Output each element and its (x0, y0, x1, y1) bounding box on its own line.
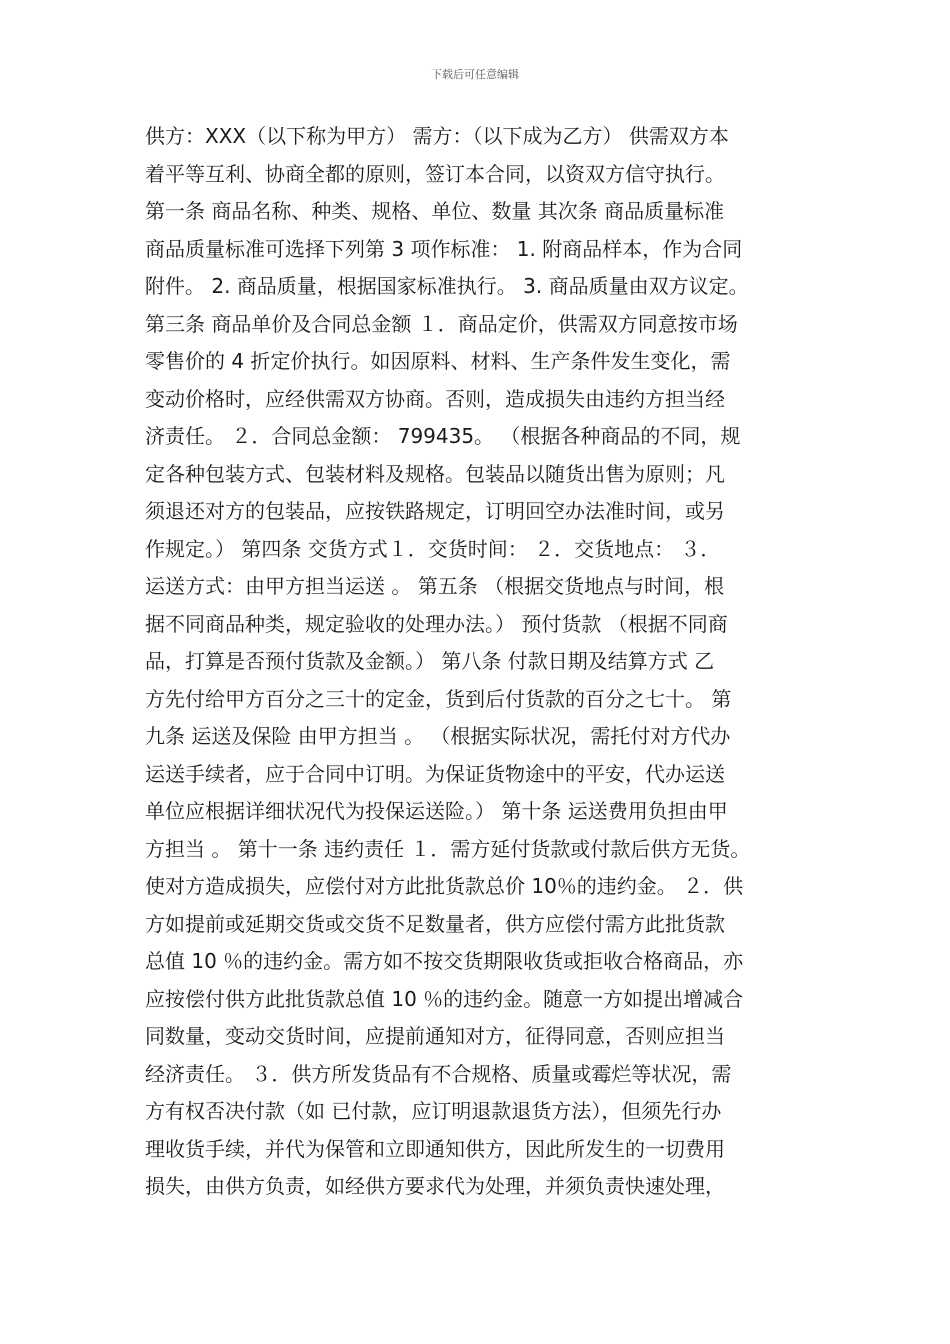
text-line: 总值 10 ％的违约金。需方如不按交货期限收货或拒收合格商品，亦 (145, 949, 744, 973)
page-header: 下载后可任意编辑 (431, 68, 519, 81)
text-line: 方如提前或延期交货或交货不足数量者，供方应偿付需方此批货款 (145, 911, 725, 936)
text-line: 济责任。 ２．合同总金额： 799435。 （根据各种商品的不同，规 (145, 424, 741, 448)
text-line: 须退还对方的包装品，应按铁路规定，订明回空办法准时间，或另 (145, 499, 725, 523)
text-line: 理收货手续，并代为保管和立即通知供方，因此所发生的一切费用 (145, 1136, 725, 1161)
contract-body (145, 118, 825, 1206)
text-line: 商品质量标准可选择下列第 3 项作标准： 1. 附商品样本，作为合同 (145, 236, 743, 261)
text-line: 九条 运送及保险 由甲方担当 。 （根据实际状况，需托付对方代办 (145, 724, 731, 748)
text-line: 方有权否决付款（如 已付款，应订明退款退货方法），但须先行办 (145, 1099, 722, 1123)
text-line: 零售价的 4 折定价执行。如因原料、材料、生产条件发生变化，需 (145, 349, 731, 373)
text-line: 据不同商品种类，规定验收的处理办法。） 预付货款 （根据不同商 (145, 611, 728, 636)
text-line: 运送方式：由甲方担当运送 。 第五条 （根据交货地点与时间，根 (145, 574, 725, 598)
text-line: 第三条 商品单价及合同总金额 １．商品定价，供需双方同意按市场 (145, 311, 738, 336)
text-line: 使对方造成损失，应偿付对方此批货款总价 10％的违约金。 ２．供 (145, 874, 744, 898)
text-line: 方担当 。 第十一条 违约责任 １．需方延付货款或付款后供方无货。 (145, 836, 751, 861)
text-line: 经济责任。 ３．供方所发货品有不合规格、质量或霉烂等状况，需 (145, 1061, 732, 1086)
text-line: 方先付给甲方百分之三十的定金，货到后付货款的百分之七十。 第 (145, 686, 732, 711)
text-line: 定各种包装方式、包装材料及规格。包装品以随货出售为原则；凡 (145, 461, 725, 486)
text-line: 运送手续者，应于合同中订明。为保证货物途中的平安，代办运送 (145, 761, 725, 786)
text-line: 附件。 2. 商品质量，根据国家标准执行。 3. 商品质量由双方议定。 (145, 274, 749, 298)
text-line: 作规定。） 第四条 交货方式１．交货时间： ２．交货地点： ３． (145, 536, 721, 561)
text-line: 同数量，变动交货时间，应提前通知对方，征得同意，否则应担当 (145, 1024, 725, 1048)
text-line: 第一条 商品名称、种类、规格、单位、数量 其次条 商品质量标准 (145, 199, 725, 223)
text-line: 损失，由供方负责，如经供方要求代为处理，并须负责快速处理， (145, 1174, 725, 1198)
text-line: 着平等互利、协商全都的原则，签订本合同，以资双方信守执行。 (145, 161, 725, 186)
text-line: 应按偿付供方此批货款总值 10 ％的违约金。随意一方如提出增减合 (145, 986, 744, 1011)
text-line: 变动价格时，应经供需双方协商。否则，造成损失由违约方担当经 (145, 386, 725, 411)
text-line: 品，打算是否预付货款及金额。） 第八条 付款日期及结算方式 乙 (145, 649, 715, 673)
text-line: 供方：XXX（以下称为甲方） 需方：（以下成为乙方） 供需双方本 (145, 124, 729, 148)
text-line: 单位应根据详细状况代为投保运送险。） 第十条 运送费用负担由甲 (145, 799, 728, 823)
